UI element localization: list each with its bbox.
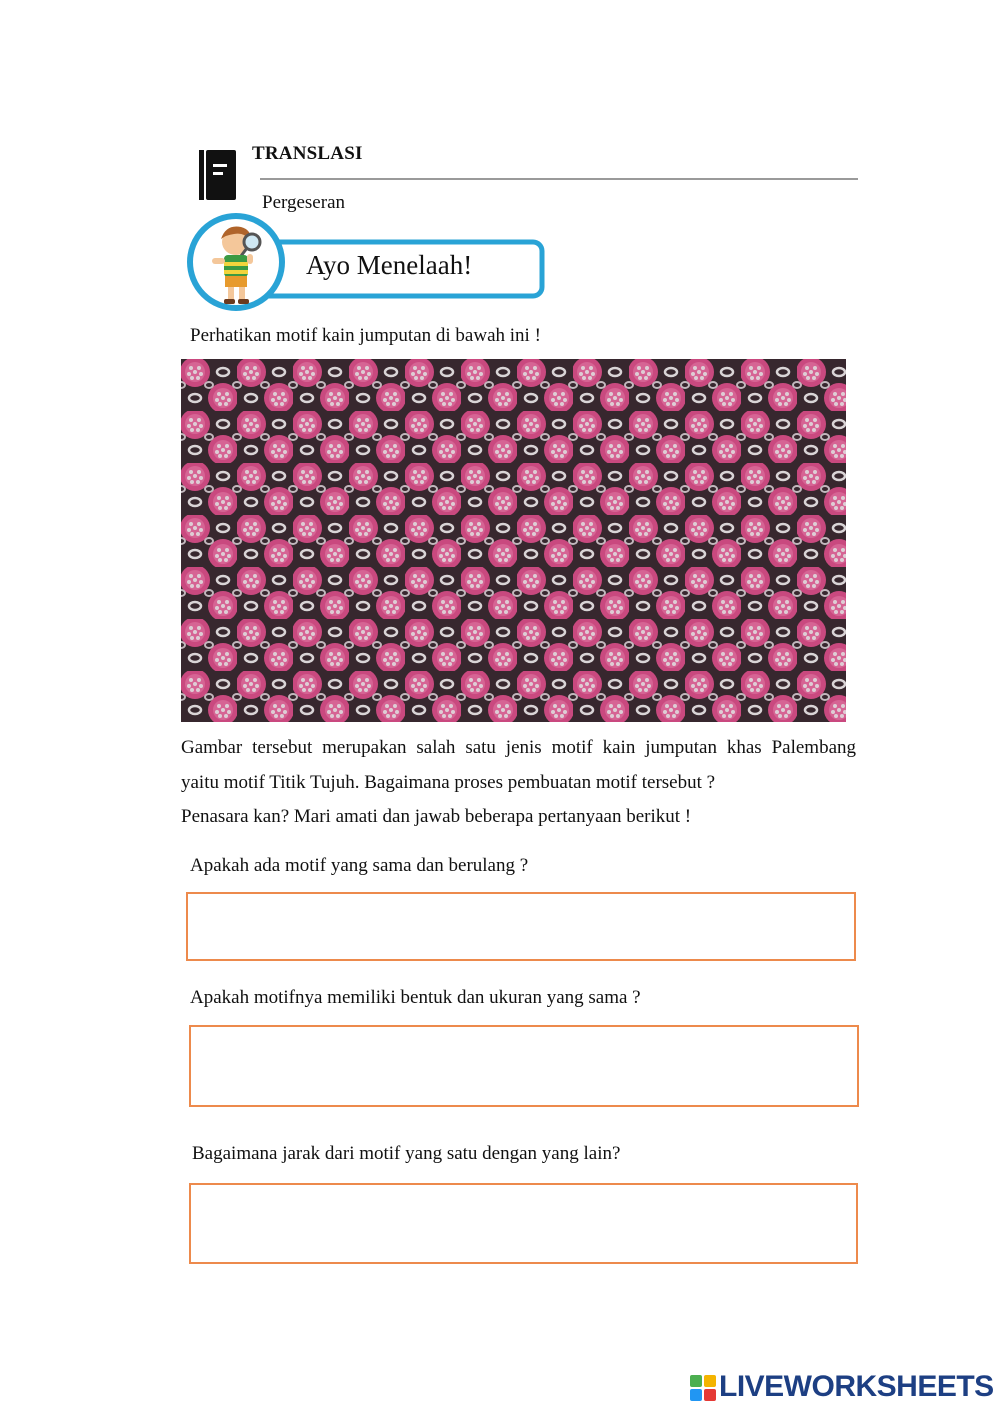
jumputan-fabric-photo	[181, 359, 846, 722]
description-line-1: Gambar tersebut merupakan salah satu jenis motif kain jumputan khas Palembang	[181, 737, 856, 758]
answer-box-1[interactable]	[186, 892, 856, 961]
description-line-3: Penasara kan? Mari amati dan jawab beberapa pertanyaan berikut !	[181, 806, 692, 827]
liveworksheets-logo[interactable]: LIVEWORKSHEETS	[719, 1370, 994, 1403]
intro-text: Perhatikan motif kain jumputan di bawah ini !	[190, 325, 541, 346]
section-title: TRANSLASI	[252, 143, 363, 164]
question-2-text: Apakah motifnya memiliki bentuk dan ukuran yang sama ?	[190, 987, 641, 1008]
title-divider	[260, 178, 858, 180]
answer-box-2[interactable]	[189, 1025, 859, 1107]
answer-box-3[interactable]	[189, 1183, 858, 1264]
book-icon	[198, 148, 238, 202]
section-subtitle: Pergeseran	[262, 192, 346, 213]
banner-title: Ayo Menelaah!	[306, 250, 473, 280]
question-1-text: Apakah ada motif yang sama dan berulang ?	[190, 855, 529, 876]
description-line-2: yaitu motif Titik Tujuh. Bagaimana proses pembuatan motif tersebut ?	[181, 772, 716, 793]
liveworksheets-logo-icon	[690, 1375, 716, 1401]
question-3-text: Bagaimana jarak dari motif yang satu dengan yang lain?	[192, 1143, 621, 1164]
